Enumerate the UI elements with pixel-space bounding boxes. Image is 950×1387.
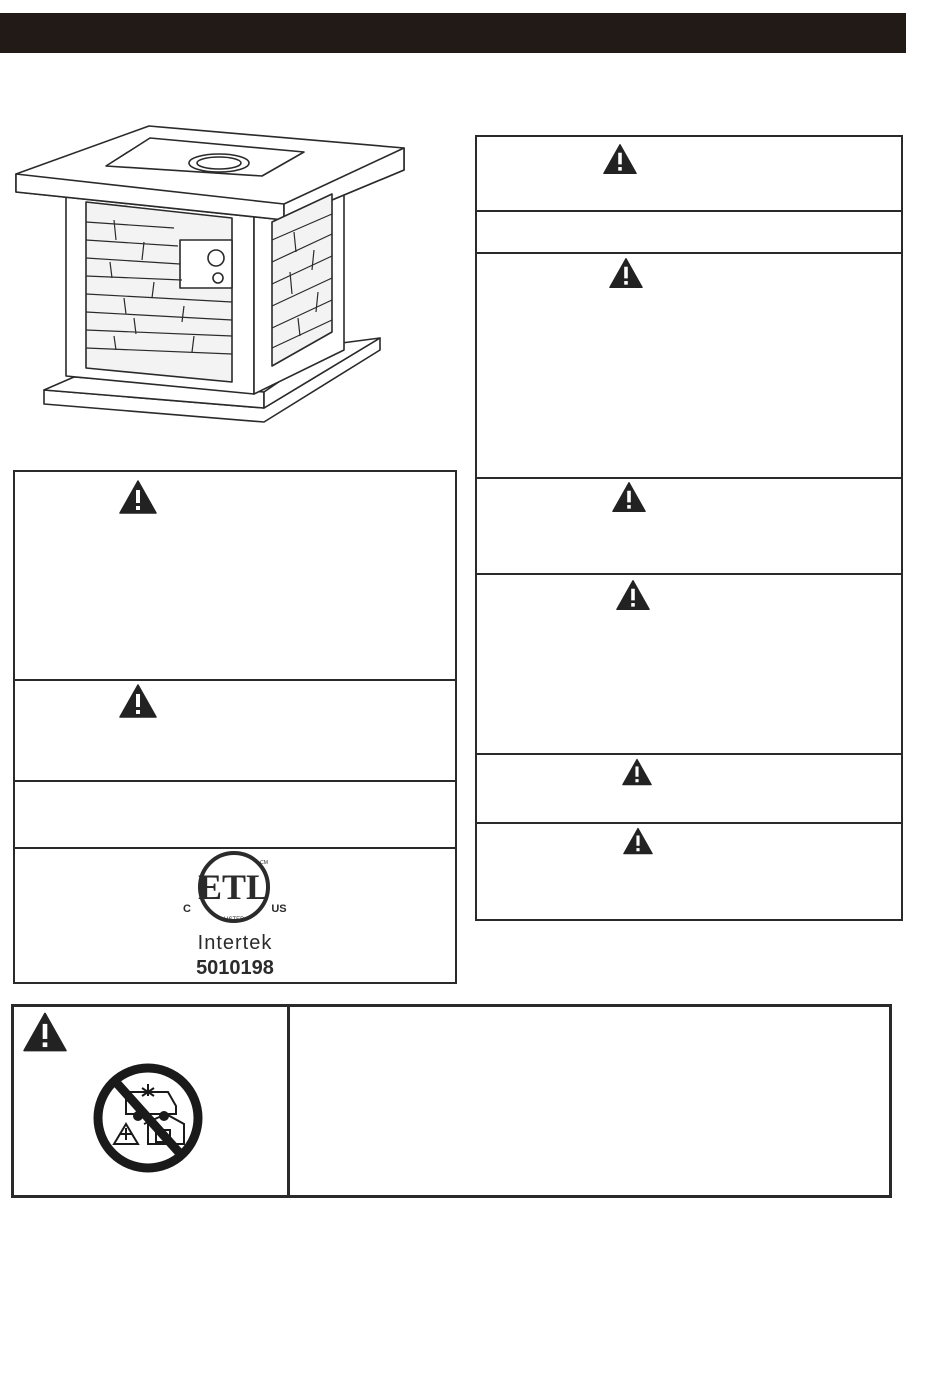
divider: [477, 252, 901, 254]
intertek-label: Intertek: [197, 932, 273, 954]
certification-number: 5010198: [196, 957, 274, 979]
warning-triangle-icon: [603, 143, 637, 175]
warning-triangle-icon: [119, 684, 157, 718]
divider: [477, 573, 901, 575]
certification-section: [15, 849, 455, 982]
divider: [477, 753, 901, 755]
etl-mark-text: ETL: [197, 867, 271, 907]
divider: [15, 780, 455, 782]
etl-listed-mark: [179, 849, 289, 927]
warning-triangle-icon: [623, 826, 653, 856]
left-warning-box: [13, 470, 457, 984]
divider: [477, 477, 901, 479]
right-warning-box: [475, 135, 903, 921]
divider: [477, 822, 901, 824]
divider: [477, 210, 901, 212]
no-indoor-use-icon: [92, 1062, 204, 1174]
header-bar: [0, 13, 906, 53]
warning-triangle-icon: [609, 257, 643, 289]
warning-triangle-icon: [119, 480, 157, 514]
etl-listed-text: LISTED: [223, 917, 245, 923]
bottom-warning-box: [11, 1004, 892, 1198]
warning-triangle-icon: [616, 579, 650, 611]
etl-us-text: US: [271, 903, 287, 915]
etl-cm-text: CM: [260, 860, 268, 866]
warning-triangle-icon: [23, 1012, 67, 1052]
etl-c-text: C: [183, 903, 191, 915]
warning-triangle-icon: [622, 758, 652, 786]
divider: [15, 679, 455, 681]
fire-pit-table-illustration: [14, 122, 408, 442]
vertical-divider: [287, 1007, 290, 1195]
warning-triangle-icon: [612, 481, 646, 513]
